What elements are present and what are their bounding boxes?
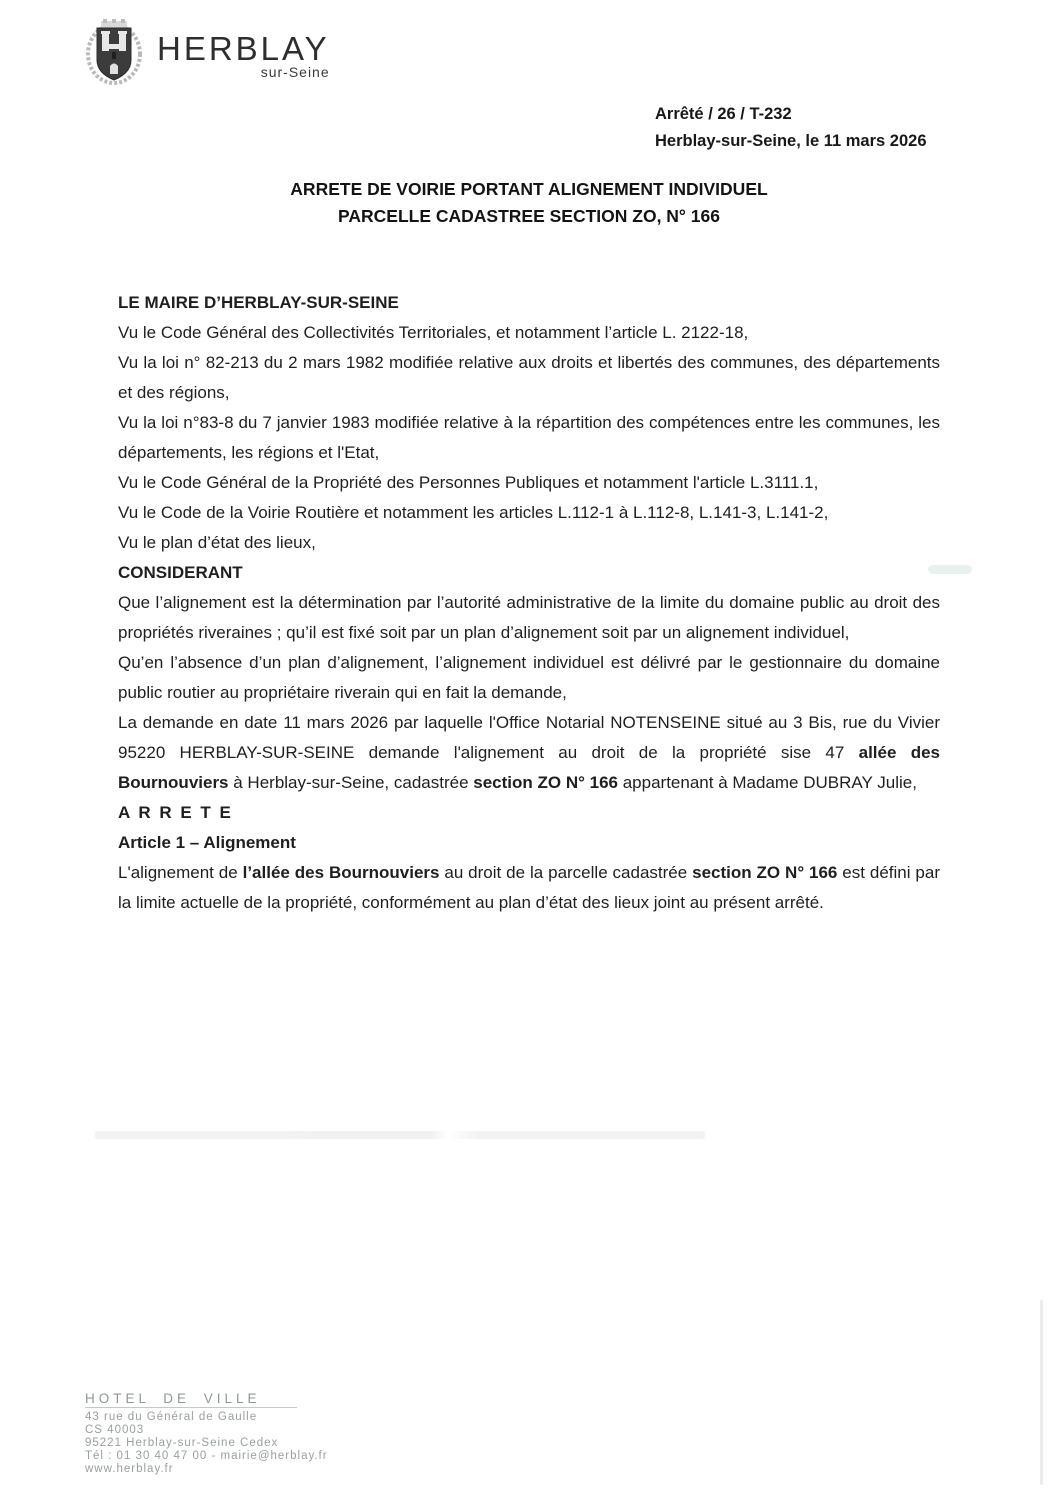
logo-wordmark (157, 18, 330, 80)
recital-2: Vu la loi n° 82-213 du 2 mars 1982 modifiée relative aux droits et libertés des communes, des départements et des régions, (118, 353, 940, 402)
recital-4: Vu le Code Général de la Propriété des Personnes Publiques et notamment l'article L.3111.1, (118, 473, 819, 492)
considerant-2: Qu’en l’absence d’un plan d’alignement, l’alignement individuel est délivré par le gestionnaire du domaine public routier au propriétaire riverain qui en fait la demande, (118, 653, 940, 702)
footer-address-line-2: CS 40003 (85, 1424, 145, 1436)
letterhead (85, 18, 330, 86)
footer-block (85, 1390, 328, 1476)
considerant-heading: CONSIDERANT (118, 563, 243, 582)
article-1-heading: Article 1 – Alignement (118, 833, 296, 852)
considerant-1: Que l’alignement est la détermination par l’autorité administrative de la limite du domaine public au droit des propriétés riveraines ; qu’il est fixé soit par un plan d’alignement soit par un alignement individuel, (118, 593, 940, 642)
logo-subtitle: sur-Seine (260, 64, 330, 80)
footer-contact-line: Tél : 01 30 40 47 00 - mairie@herblay.fr (85, 1450, 328, 1462)
title-line-1: ARRETE DE VOIRIE PORTANT ALIGNEMENT INDIVIDUEL (290, 179, 768, 199)
place-date-line: Herblay-sur-Seine, le 11 mars 2026 (655, 132, 927, 150)
recital-6: Vu le plan d’état des lieux, (118, 533, 316, 552)
scan-artifact-line (1040, 1300, 1043, 1485)
document-title (0, 176, 1058, 230)
recital-1: Vu le Code Général des Collectivités Territoriales, et notamment l’article L. 2122-18, (118, 323, 749, 342)
footer-org-name: HOTEL DE VILLE (85, 1390, 297, 1408)
decree-reference: Arrêté / 26 / T-232 (655, 105, 792, 123)
logo-name: HERBLAY (157, 30, 330, 67)
footer-address-line-3: 95221 Herblay-sur-Seine Cedex (85, 1437, 279, 1449)
article-1-body: L'alignement de l’allée des Bournouviers au droit de la parcelle cadastrée section ZO N° 166 est défini par la limite actuelle de la propriété, conformément au plan d’état des lieux joint au présent arrêté. (118, 863, 940, 912)
coat-of-arms-icon (85, 18, 143, 86)
footer-address-line-1: 43 rue du Général de Gaulle (85, 1411, 258, 1423)
salutation: LE MAIRE D’HERBLAY-SUR-SEINE (118, 293, 399, 312)
demand-paragraph: La demande en date 11 mars 2026 par laquelle l'Office Notarial NOTENSEINE situé au 3 Bis, rue du Vivier 95220 HERBLAY-SUR-SEINE demande l'alignement au droit de la propriété sise 47 allée des Bournouviers à Herblay-sur-Seine, cadastrée section ZO N° 166 appartenant à Madame DUBRAY Julie, (118, 713, 940, 792)
title-line-2: PARCELLE CADASTREE SECTION ZO, N° 166 (337, 206, 720, 226)
arrete-heading: A R R E T E (118, 803, 233, 822)
reference-block (655, 101, 927, 155)
recital-3: Vu la loi n°83-8 du 7 janvier 1983 modifiée relative à la répartition des compétences entre les communes, les départements, les régions et l'Etat, (118, 413, 940, 462)
recital-5: Vu le Code de la Voirie Routière et notamment les articles L.112-1 à L.112-8, L.141-3, L.141-2, (118, 503, 829, 522)
document-body (118, 288, 940, 918)
scan-artifact-band (95, 1131, 705, 1139)
footer-website: www.herblay.fr (85, 1463, 174, 1475)
